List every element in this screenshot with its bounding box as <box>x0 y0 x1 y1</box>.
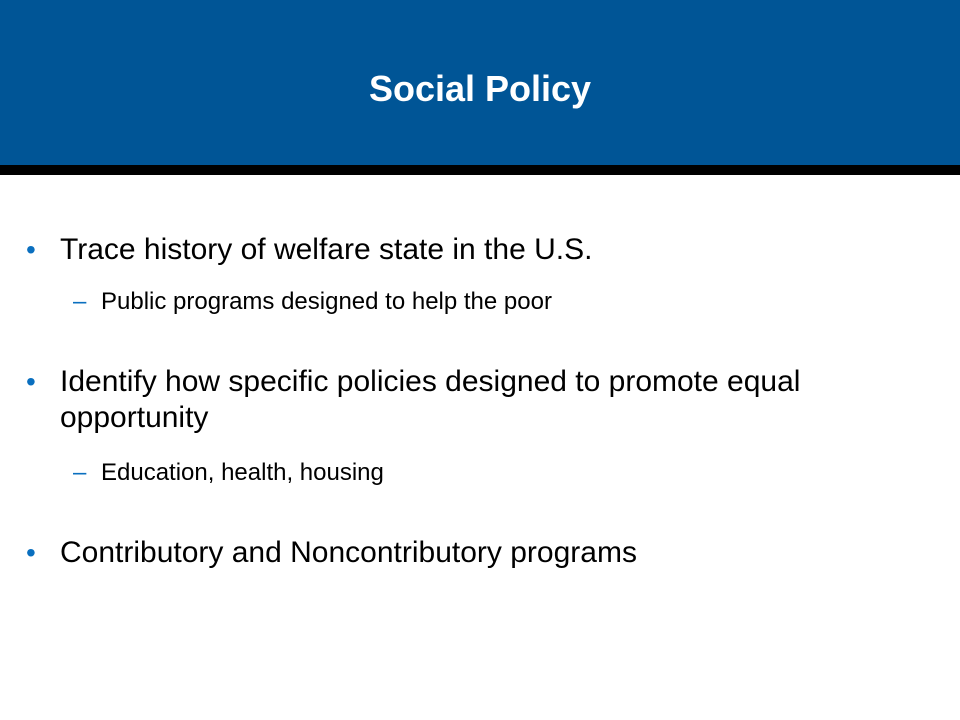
sub-bullet-marker: – <box>73 459 87 486</box>
bullet-marker: • <box>26 366 36 397</box>
sub-bullet-marker: – <box>73 288 87 315</box>
bullet-marker: • <box>26 234 36 265</box>
sub-bullet-text: Education, health, housing <box>101 459 384 486</box>
sub-bullet-text: Public programs designed to help the poor <box>101 288 552 315</box>
bullet-text: Trace history of welfare state in the U.S. <box>60 233 593 266</box>
slide-title: Social Policy <box>368 68 592 109</box>
bullet-text: Contributory and Noncontributory programs <box>60 536 637 569</box>
bullet-text: Identify how specific policies designed to promote equal opportunity <box>60 365 801 434</box>
bullet-marker: • <box>26 537 36 568</box>
